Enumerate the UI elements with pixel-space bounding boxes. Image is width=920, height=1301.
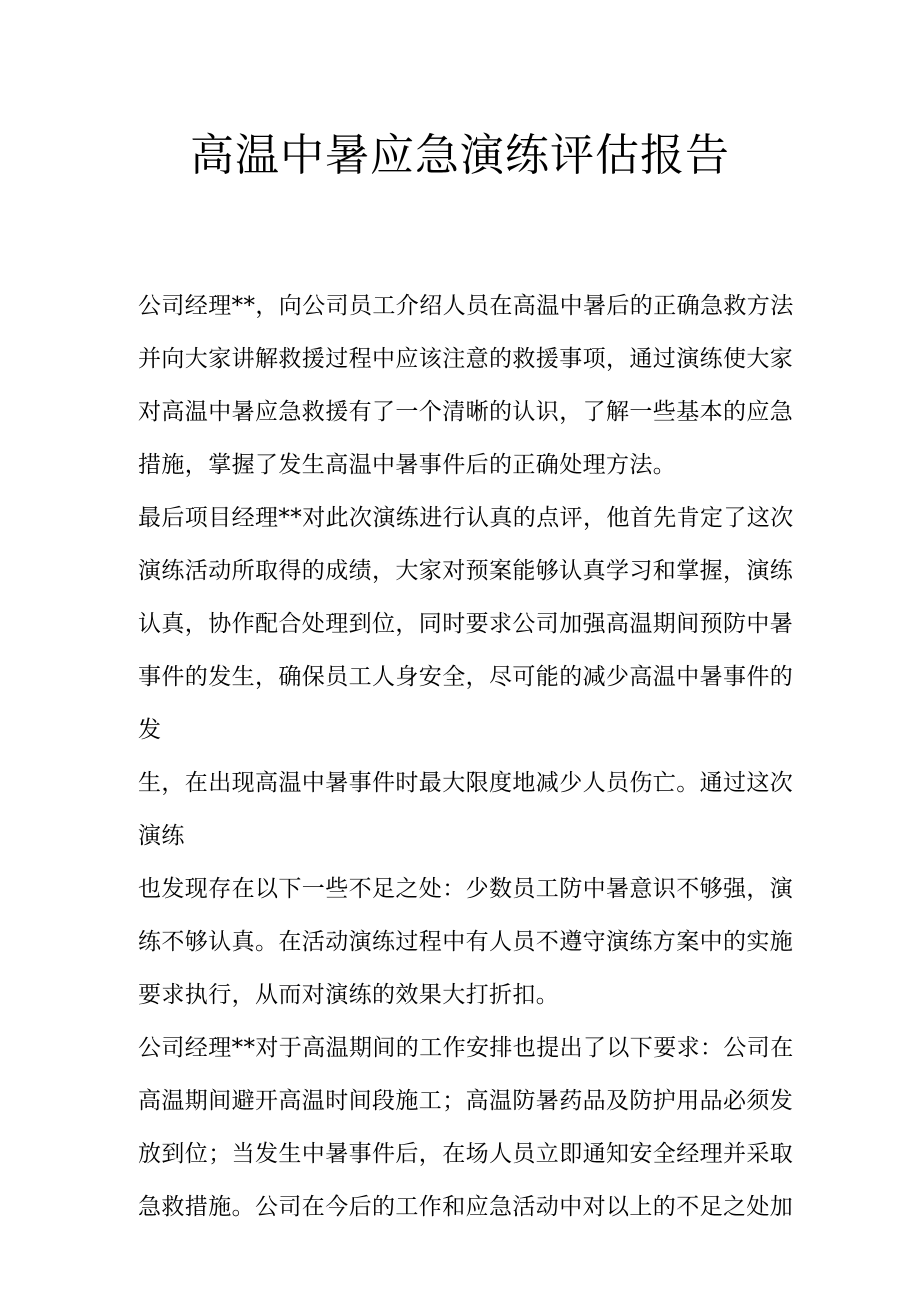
body-line: 练不够认真。在活动演练过程中有人员不遵守演练方案中的实施 (138, 929, 794, 955)
body-line: 也发现存在以下一些不足之处：少数员工防中暑意识不够强，演 (138, 876, 794, 902)
body-line: 并向大家讲解救援过程中应该注意的救援事项，通过演练使大家 (138, 346, 794, 372)
body-line: 认真，协作配合处理到位，同时要求公司加强高温期间预防中暑 (138, 611, 794, 637)
body-line: 放到位；当发生中暑事件后，在场人员立即通知安全经理并采取 (138, 1141, 794, 1167)
body-line: 事件的发生，确保员工人身安全，尽可能的减少高温中暑事件的 (138, 664, 794, 690)
body-line: 措施，掌握了发生高温中暑事件后的正确处理方法。 (138, 452, 677, 478)
body-line: 公司经理**对于高温期间的工作安排也提出了以下要求：公司在 (138, 1035, 794, 1061)
body-line: 演练 (138, 823, 185, 849)
body-line: 公司经理**，向公司员工介绍人员在高温中暑后的正确急救方法 (138, 293, 794, 319)
body-line: 最后项目经理**对此次演练进行认真的点评，他首先肯定了这次 (138, 505, 794, 531)
body-line: 对高温中暑应急救援有了一个清晰的认识，了解一些基本的应急 (138, 399, 794, 425)
body-line: 演练活动所取得的成绩，大家对预案能够认真学习和掌握，演练 (138, 558, 794, 584)
body-line: 高温期间避开高温时间段施工；高温防暑药品及防护用品必须发 (138, 1088, 794, 1114)
body-line: 生，在出现高温中暑事件时最大限度地减少人员伤亡。通过这次 (138, 770, 794, 796)
document-body (138, 280, 798, 1234)
body-line: 要求执行，从而对演练的效果大打折扣。 (138, 982, 560, 1008)
document-title: 高温中暑应急演练评估报告 (190, 130, 730, 181)
body-line: 发 (138, 717, 162, 743)
body-line: 急救措施。公司在今后的工作和应急活动中对以上的不足之处加 (138, 1194, 794, 1220)
